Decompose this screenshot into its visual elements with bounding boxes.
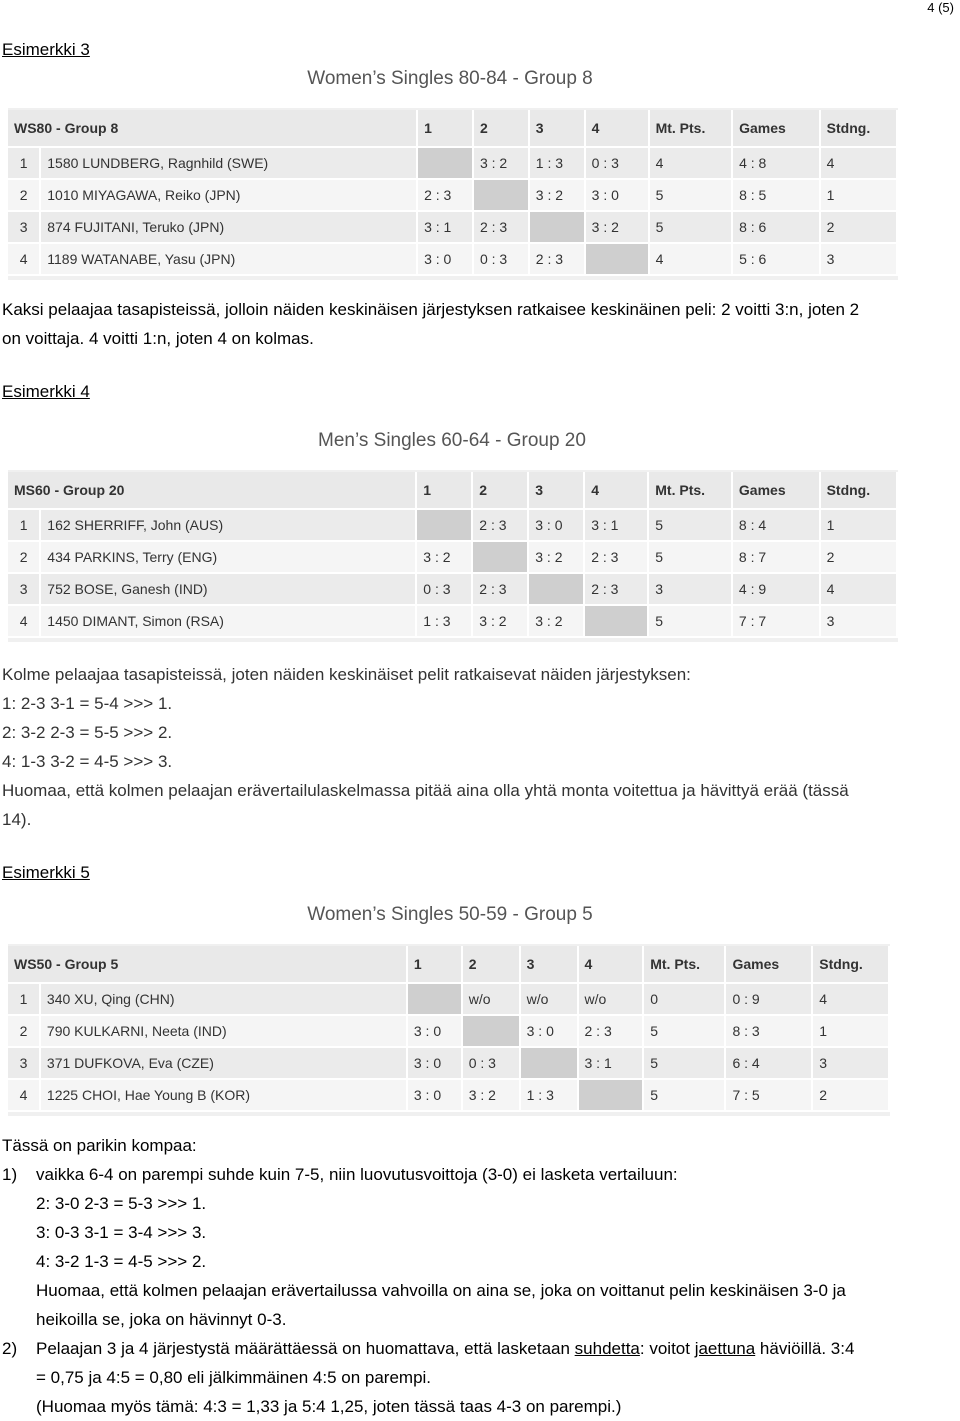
table-cell: 3 : 1 [584,509,648,541]
table-cell: 3 [648,573,732,605]
table-cell: 4 [649,243,733,275]
table-cell [585,243,649,275]
header-cell: 2 [473,110,529,147]
player-cell: 340 XU, Qing (CHN) [40,983,407,1015]
table-cell: 1 [8,147,40,179]
header-cell: 4 [578,946,644,983]
player-cell: 1010 MIYAGAWA, Reiko (JPN) [40,179,417,211]
table-cell: 8 : 5 [732,179,820,211]
header-cell: Mt. Pts. [649,110,733,147]
table-cell: 7 : 7 [732,605,820,637]
ex4-line-1: Kolme pelaajaa tasapisteissä, joten näiden keskinäiset pelit ratkaisevat näiden järjestyksen: [2,665,691,684]
table-cell: 0 : 3 [462,1047,520,1079]
table-cell: 0 : 3 [473,243,529,275]
table-row [8,573,897,605]
table-cell: 3 : 2 [585,211,649,243]
example-4-heading: Esimerkki 4 [2,382,90,401]
table-cell: 3 : 0 [528,509,584,541]
table-cell: w/o [462,983,520,1015]
table-cell: w/o [520,983,578,1015]
table-cell: 3 : 0 [417,243,473,275]
table-cell: 5 [648,605,732,637]
list-item-1 [2,1160,952,1334]
table-row [8,509,897,541]
table-cell: 4 [649,147,733,179]
table-header-row [8,472,897,509]
table-cell: 2 : 3 [584,573,648,605]
table-header-row [8,946,889,983]
table-cell: 3 : 2 [416,541,472,573]
item1-line-1: vaikka 6-4 on parempi suhde kuin 7-5, niin luovutusvoittoja (3-0) ei lasketa vertailuun: [36,1165,678,1184]
table-cell: 3 : 2 [473,147,529,179]
player-cell: 1450 DIMANT, Simon (RSA) [40,605,416,637]
table-cell [417,147,473,179]
table-cell: 0 [643,983,725,1015]
table-cell: 4 : 9 [732,573,820,605]
item1-line-6: heikoilla se, joka on hävinnyt 0-3. [36,1310,287,1329]
ex3-text-line-2: on voittaja. 4 voitti 1:n, joten 4 on kolmas. [2,329,314,348]
item2-line-2: = 0,75 ja 4:5 = 0,80 eli jälkimmäinen 4:5 on parempi. [36,1368,432,1387]
ex5-table-title: Women’s Singles 50-59 - Group 5 [307,904,593,925]
table-row [8,605,897,637]
table-header-row [8,110,897,147]
table-cell: 2 [8,1015,40,1047]
table-cell: 2 [8,541,40,573]
header-cell: Mt. Pts. [643,946,725,983]
table-cell [584,605,648,637]
item2-text-b: : voitot [639,1339,695,1358]
table-row [8,243,897,275]
table-cell: 5 [648,509,732,541]
table-cell [407,983,462,1015]
table-cell: 2 : 3 [472,509,528,541]
table-cell: 4 [8,243,40,275]
table-cell: 6 : 4 [725,1047,812,1079]
table-cell: 3 : 2 [528,541,584,573]
header-cell: MS60 - Group 20 [8,472,416,509]
table-cell: 3 [820,605,897,637]
ex5-intro: Tässä on parikin kompaa: [2,1136,197,1155]
table-cell: 0 : 3 [585,147,649,179]
table-cell: 3 : 2 [529,179,585,211]
example-5-heading: Esimerkki 5 [2,863,90,882]
table-cell: 2 : 3 [417,179,473,211]
table-row [8,1015,889,1047]
table-cell [529,211,585,243]
table-row [8,211,897,243]
table-cell: 3 : 0 [407,1015,462,1047]
item1-line-3: 3: 0-3 3-1 = 3-4 >>> 3. [36,1223,207,1242]
ex4-line-6: 14). [2,810,32,829]
item1-line-5: Huomaa, että kolmen pelaajan erävertailussa vahvoilla on aina se, joka on voittanut pelin keskinäisen 3-0 ja [36,1281,846,1300]
table-cell: 3 : 0 [520,1015,578,1047]
ex4-line-2: 1: 2-3 3-1 = 5-4 >>> 1. [2,694,173,713]
table-cell: 3 : 1 [578,1047,644,1079]
table-cell: 1 [8,983,40,1015]
table-cell: 4 [8,605,40,637]
table-cell: 2 [820,541,897,573]
ex3-results-table [8,110,898,276]
list-item-1-number: 1) [2,1165,18,1184]
table-cell: 4 : 8 [732,147,820,179]
table-cell: 3 : 0 [407,1079,462,1111]
table-cell: 3 : 0 [407,1047,462,1079]
table-cell: 4 [820,573,897,605]
page-number: 4 (5) [927,0,954,15]
ex4-line-4: 4: 1-3 3-2 = 4-5 >>> 3. [2,752,173,771]
table-cell: 3 : 1 [417,211,473,243]
table-row [8,179,897,211]
header-cell: 2 [462,946,520,983]
table-cell: 7 : 5 [725,1079,812,1111]
header-cell: 2 [472,472,528,509]
header-cell: 3 [529,110,585,147]
item2-line-3: (Huomaa myös tämä: 4:3 = 1,33 ja 5:4 1,25, joten tässä taas 4-3 on parempi.) [36,1397,622,1416]
table-cell: 8 : 4 [732,509,820,541]
table-cell: 8 : 7 [732,541,820,573]
player-cell: 752 BOSE, Ganesh (IND) [40,573,416,605]
table-cell: 3 [8,1047,40,1079]
table-cell: 2 : 3 [473,211,529,243]
header-cell: 1 [407,946,462,983]
header-cell: 4 [585,110,649,147]
ex4-table-title: Men’s Singles 60-64 - Group 20 [318,430,586,451]
player-cell: 790 KULKARNI, Neeta (IND) [40,1015,407,1047]
table-cell: 8 : 6 [732,211,820,243]
table-cell: 3 : 0 [585,179,649,211]
header-cell: Games [725,946,812,983]
table-cell: 3 : 2 [462,1079,520,1111]
header-cell: WS50 - Group 5 [8,946,407,983]
ex5-results-table [8,946,890,1112]
table-cell: 2 [812,1079,889,1111]
list-item-2 [2,1334,952,1421]
table-cell: 8 : 3 [725,1015,812,1047]
header-cell: 1 [417,110,473,147]
table-cell [473,179,529,211]
table-cell: 1 [812,1015,889,1047]
header-cell: 3 [520,946,578,983]
table-cell: 2 : 3 [529,243,585,275]
player-cell: 1189 WATANABE, Yasu (JPN) [40,243,417,275]
table-cell [578,1079,644,1111]
item1-line-2: 2: 3-0 2-3 = 5-3 >>> 1. [36,1194,207,1213]
table-cell: 3 [820,243,897,275]
table-cell: 4 [8,1079,40,1111]
table-cell: 0 : 3 [416,573,472,605]
ex5-list [2,1160,952,1421]
player-cell: 1580 LUNDBERG, Ragnhild (SWE) [40,147,417,179]
table-cell: 3 [812,1047,889,1079]
table-cell: 3 : 2 [472,605,528,637]
header-cell: Games [732,472,820,509]
example-3-heading: Esimerkki 3 [2,40,90,59]
table-cell: 2 : 3 [578,1015,644,1047]
table-cell: w/o [578,983,644,1015]
table-cell: 3 : 2 [528,605,584,637]
player-cell: 434 PARKINS, Terry (ENG) [40,541,416,573]
table-row [8,541,897,573]
item2-underlined-jaettuna: jaettuna [694,1339,756,1358]
ex4-line-5: Huomaa, että kolmen pelaajan erävertailulaskelmassa pitää aina olla yhtä monta voitettua ja hävittyä erää (tässä [2,781,849,800]
table-row [8,1079,889,1111]
table-cell [416,509,472,541]
ex3-table-title: Women’s Singles 80-84 - Group 8 [307,68,593,89]
item1-line-4: 4: 3-2 1-3 = 4-5 >>> 2. [36,1252,207,1271]
table-cell: 4 [812,983,889,1015]
item2-text-c: häviöillä. 3:4 [755,1339,855,1358]
table-cell: 0 : 9 [725,983,812,1015]
item2-text-a: Pelaajan 3 ja 4 järjestystä määrättäessä on huomattava, että lasketaan [36,1339,575,1358]
table-cell: 3 [8,211,40,243]
table-cell: 2 [8,179,40,211]
ex3-text-line-1: Kaksi pelaajaa tasapisteissä, jolloin näiden keskinäisen järjestyksen ratkaisee keskinäinen peli: 2 voitti 3:n, joten 2 [2,300,860,319]
player-cell: 874 FUJITANI, Teruko (JPN) [40,211,417,243]
header-cell: 3 [528,472,584,509]
table-cell: 2 [820,211,897,243]
table-cell [528,573,584,605]
table-row [8,147,897,179]
table-cell: 5 [643,1047,725,1079]
table-cell [472,541,528,573]
header-cell: Stdng. [812,946,889,983]
table-cell: 1 : 3 [416,605,472,637]
table-cell: 1 [8,509,40,541]
header-cell: 4 [584,472,648,509]
table-cell [520,1047,578,1079]
list-item-2-number: 2) [2,1339,18,1358]
table-cell [462,1015,520,1047]
table-cell: 5 [643,1079,725,1111]
table-row [8,1047,889,1079]
table-cell: 5 [643,1015,725,1047]
header-cell: WS80 - Group 8 [8,110,417,147]
table-cell: 4 [820,147,897,179]
table-cell: 5 [649,179,733,211]
header-cell: 1 [416,472,472,509]
player-cell: 1225 CHOI, Hae Young B (KOR) [40,1079,407,1111]
header-cell: Games [732,110,820,147]
table-cell: 5 : 6 [732,243,820,275]
table-cell: 3 [8,573,40,605]
table-cell: 2 : 3 [584,541,648,573]
table-cell: 1 : 3 [529,147,585,179]
table-cell: 2 : 3 [472,573,528,605]
table-cell: 5 [649,211,733,243]
header-cell: Mt. Pts. [648,472,732,509]
player-cell: 371 DUFKOVA, Eva (CZE) [40,1047,407,1079]
header-cell: Stdng. [820,472,897,509]
table-cell: 1 [820,179,897,211]
player-cell: 162 SHERRIFF, John (AUS) [40,509,416,541]
table-cell: 1 : 3 [520,1079,578,1111]
table-cell: 5 [648,541,732,573]
header-cell: Stdng. [820,110,897,147]
table-cell: 1 [820,509,897,541]
ex4-results-table [8,472,898,638]
ex4-line-3: 2: 3-2 2-3 = 5-5 >>> 2. [2,723,173,742]
item2-underlined-suhdetta: suhdetta [574,1339,640,1358]
table-row [8,983,889,1015]
